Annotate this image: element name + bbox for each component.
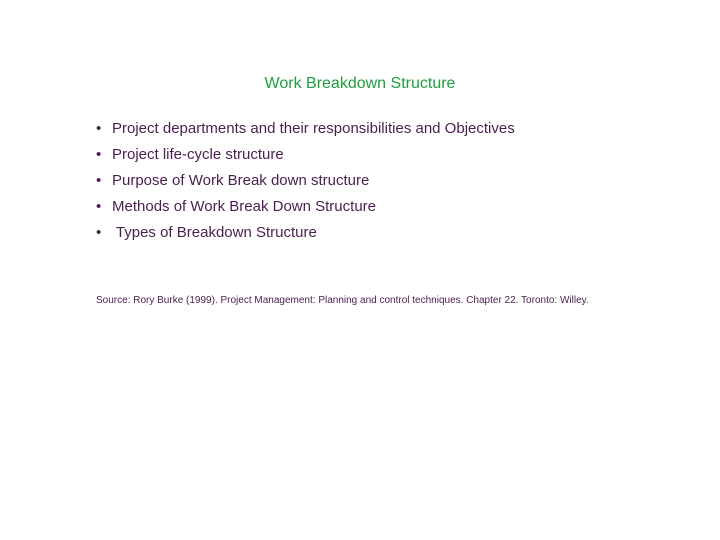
bullet-marker: • xyxy=(96,146,102,163)
bullet-text: Types of Breakdown Structure xyxy=(112,224,317,241)
bullet-item xyxy=(96,142,515,168)
bullet-marker: • xyxy=(96,198,102,215)
slide-title-text: Work Breakdown Structure xyxy=(264,75,456,92)
bullet-item xyxy=(96,116,515,142)
bullet-text: Methods of Work Break Down Structure xyxy=(112,198,376,215)
bullet-text: Purpose of Work Break down structure xyxy=(112,172,370,189)
bullet-item xyxy=(96,194,515,220)
bullet-marker: • xyxy=(96,224,102,241)
bullet-marker: • xyxy=(96,172,102,189)
bullet-marker: • xyxy=(96,120,102,137)
bullet-text: Project life-cycle structure xyxy=(112,146,284,163)
source-citation: Source: Rory Burke (1999). Project Management: Planning and control techniques. Chapter 22. Toronto: Willey. xyxy=(96,295,589,306)
bullet-item xyxy=(96,168,515,194)
bullet-text: Project departments and their responsibilities and Objectives xyxy=(112,120,515,137)
slide-title xyxy=(0,74,720,94)
bullet-list xyxy=(96,116,515,246)
bullet-item xyxy=(96,220,515,246)
